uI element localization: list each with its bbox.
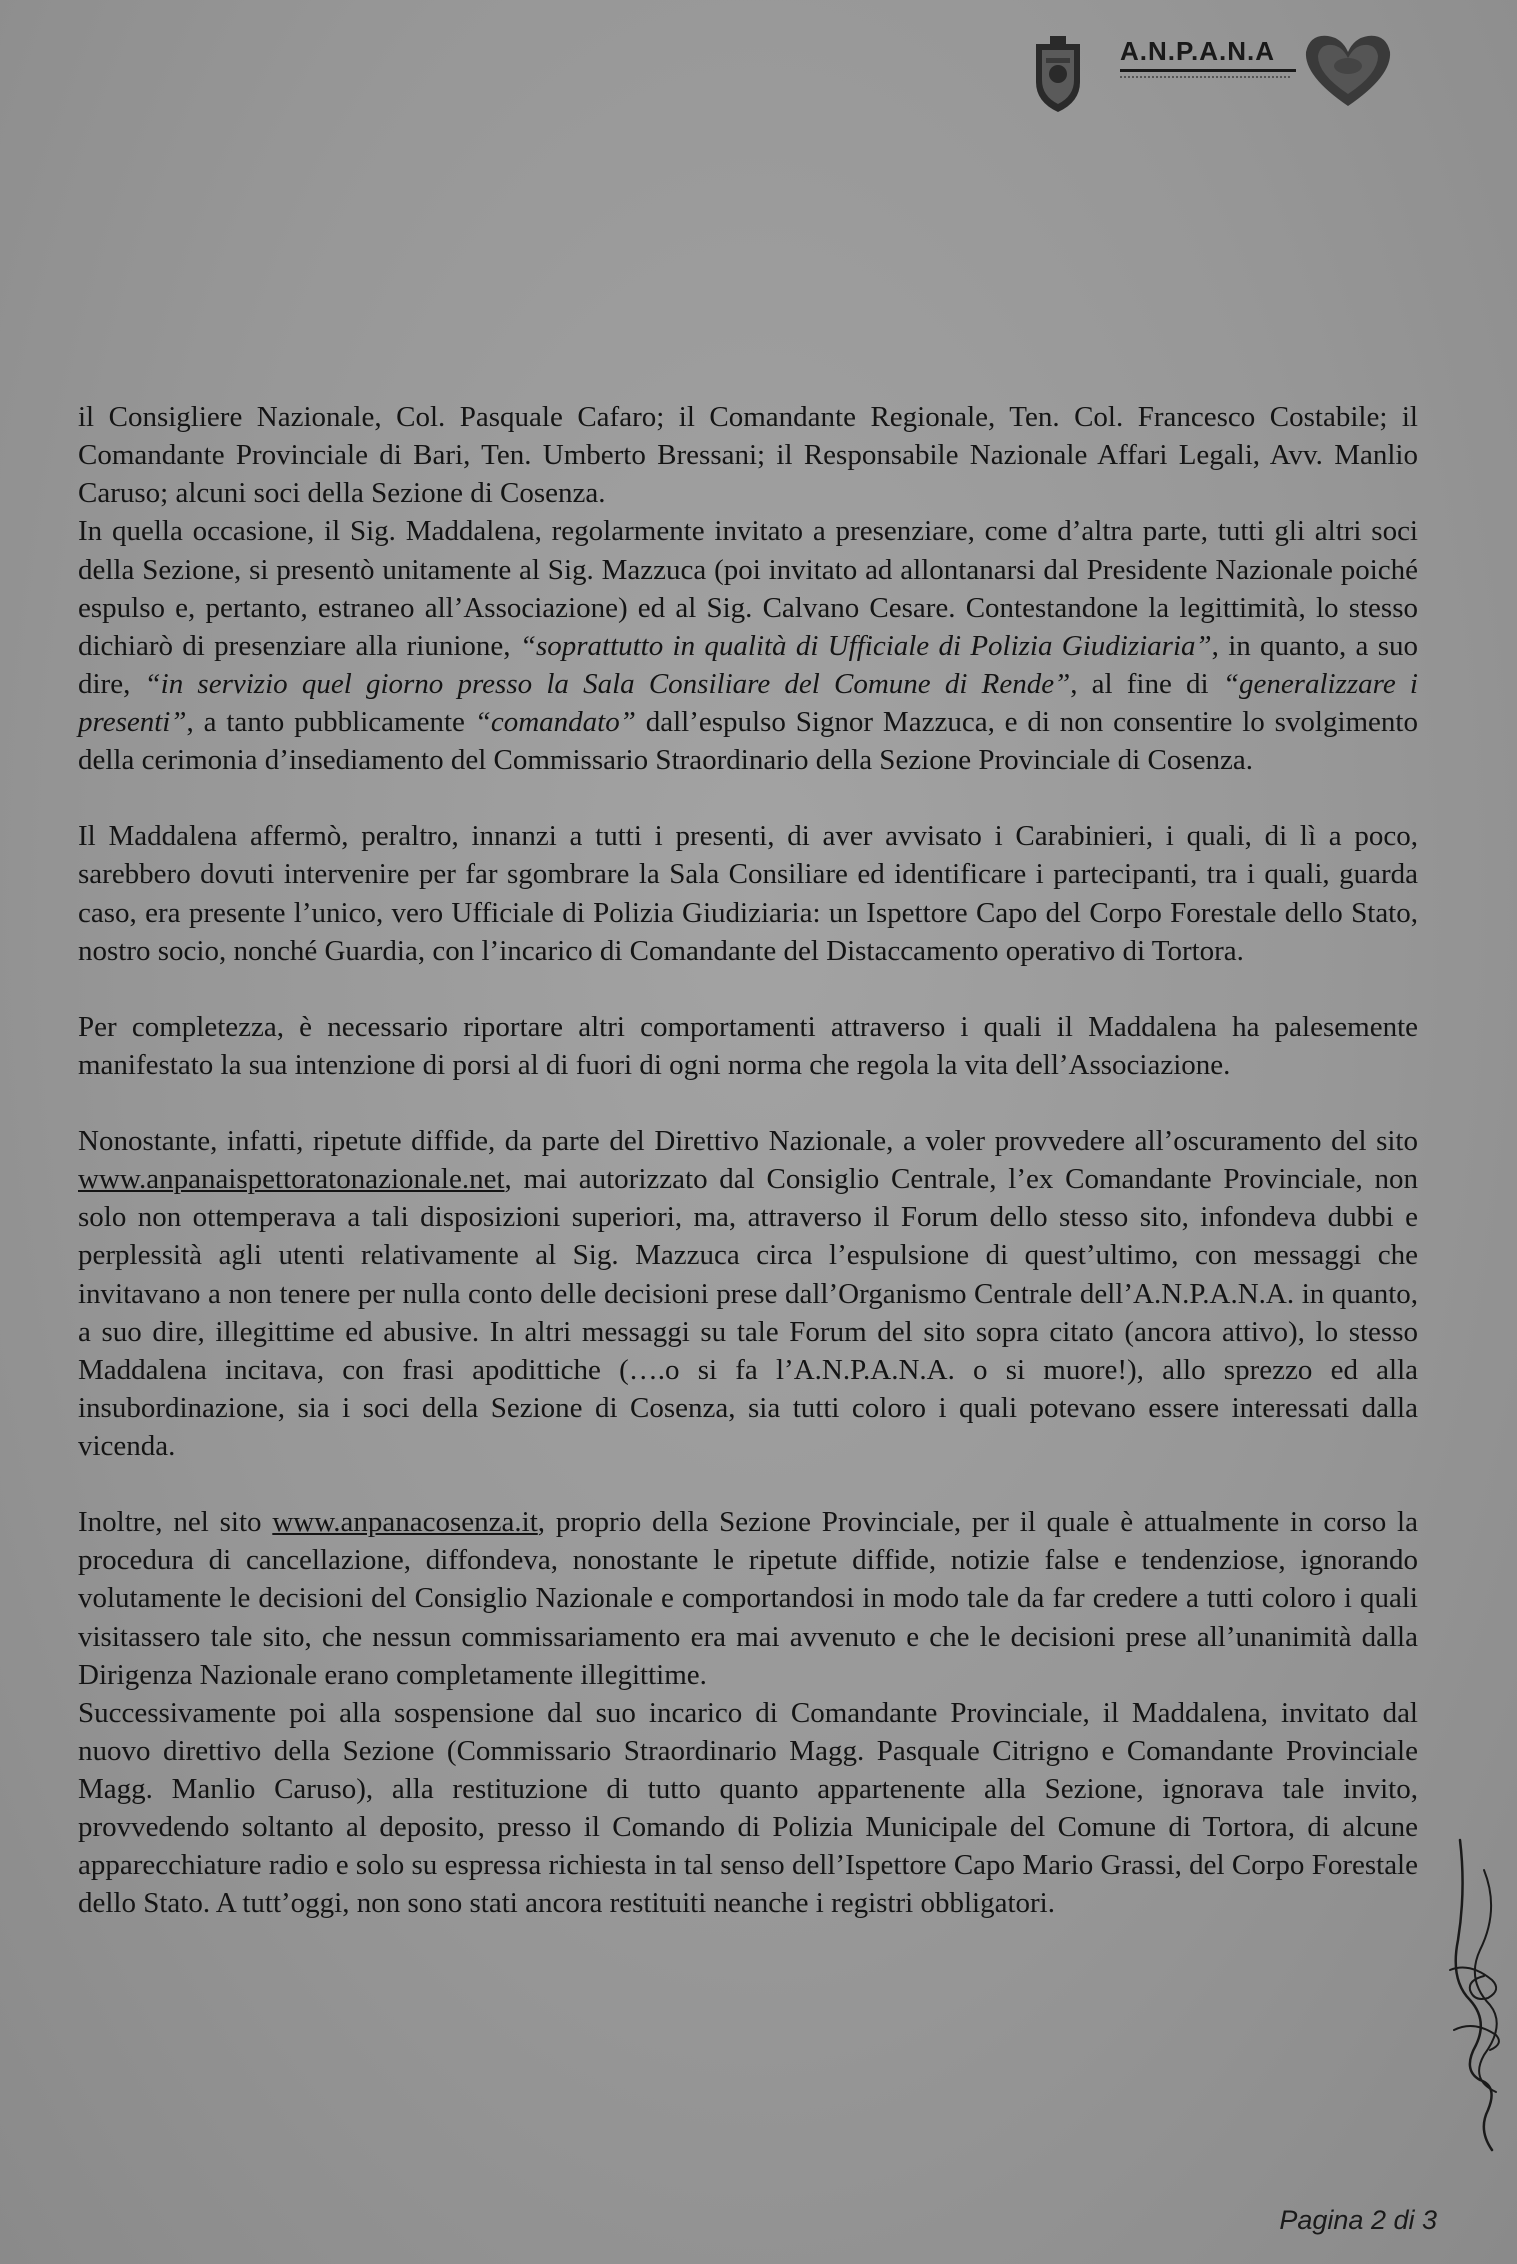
site-link-ispettorato[interactable]: www.anpanaispettoratonazionale.net	[78, 1163, 505, 1196]
paragraph-gap	[78, 1465, 1418, 1503]
header-logos	[1030, 30, 1400, 120]
paragraph-6-text-b: , proprio della Sezione Provinciale, per il quale è attualmente in corso la procedura di cancellazione, diffondeva, nonostante le ripetute diffide, notizie false e tendenziose, ignorando volutamente le decisioni del Consiglio Nazionale e comportandosi in modo tale da far credere a tutti coloro i quali visitassero tale sito, che nessun commissariamento era mai avvenuto e che le decisioni prese all’unanimità dalla Dirigenza Nazionale erano completamente illegittime.	[78, 1506, 1418, 1691]
paragraph-2-text-c: , al fine di	[1070, 667, 1223, 700]
heart-emblem-icon	[1300, 30, 1396, 115]
page-number: Pagina 2 di 3	[1279, 2205, 1437, 2235]
paragraph-6	[78, 1503, 1418, 1694]
paragraph-5-text-b: , mai autorizzato dal Consiglio Centrale, l’ex Comandante Provinciale, non solo non ottemperava a tali disposizioni superiori, ma, attraverso il Forum dello stesso sito, infondeva dubbi e perplessità agli utenti relativamente al Sig. Mazzuca circa l’espulsione di quest’ultimo, con messaggi che invitavano a non tenere per nulla conto delle decisioni prese dall’Organismo Centrale dell’A.N.P.A.N.A. in quanto, a suo dire, illegittime ed abusive. In altri messaggi su tale Forum del sito sopra citato (ancora attivo), lo stesso Maddalena incitava, con frasi apodittiche (….o si fa l’A.N.P.A.N.A. o si muore!), allo sprezzo ed alla insubordinazione, sia i soci della Sezione di Cosenza, sia tutti coloro i quali potevano essere interessati dalla vicenda.	[78, 1163, 1418, 1462]
paragraph-gap	[78, 970, 1418, 1008]
paragraph-2-text-a: In quella occasione, il Sig. Maddalena, regolarmente invitato a presenziare, come d’altra parte, tutti gli altri soci della Sezione, si presentò unitamente al Sig. Mazzuca (poi invitato ad allontanarsi dal Presidente Nazionale poiché espulso e, pertanto, estraneo all’Associazione) ed al Sig. Calvano Cesare. Contestandone la legittimità, lo stesso dichiarò di presenziare alla riunione,	[78, 515, 1418, 662]
shield-emblem-icon	[1030, 34, 1086, 119]
paragraph-7: Successivamente poi alla sospensione dal suo incarico di Comandante Provinciale, il Maddalena, invitato dal nuovo direttivo della Sezione (Commissario Straordinario Magg. Pasquale Citrigno e Comandante Provinciale Magg. Manlio Caruso), alla restituzione di tutto quanto appartenente alla Sezione, ignorava tale invito, provvedendo soltanto al deposito, presso il Comando di Polizia Municipale del Comune di Tortora, di alcune apparecchiature radio e solo su espressa richiesta in tal senso dell’Ispettore Capo Mario Grassi, del Corpo Forestale dello Stato. A tutt’oggi, non sono stati ancora restituiti neanche i registri obbligatori.	[78, 1696, 1418, 1920]
paragraph-gap	[78, 779, 1418, 817]
paragraph-1: il Consigliere Nazionale, Col. Pasquale Cafaro; il Comandante Regionale, Ten. Col. Francesco Costabile; il Comandante Provinciale di Bari, Ten. Umberto Bressani; il Responsabile Nazionale Affari Legali, Avv. Manlio Caruso; alcuni soci della Sezione di Cosenza.	[78, 401, 1418, 510]
paragraph-6-text-a: Inoltre, nel sito	[78, 1506, 273, 1539]
org-name: A.N.P.A.N.A	[1120, 36, 1275, 66]
paragraph-3: Il Maddalena affermò, peraltro, innanzi a tutti i presenti, di aver avvisato i Carabinieri, i quali, di lì a poco, sarebbero dovuti intervenire per far sgombrare la Sala Consiliare ed identificare i partecipanti, tra i quali, guarda caso, era presente l’unico, vero Ufficiale di Polizia Giudiziaria: un Ispettore Capo del Corpo Forestale dello Stato, nostro socio, nonché Guardia, con l’incarico di Comandante del Distaccamento operativo di Tortora.	[78, 820, 1418, 967]
quote-3: “generalizzare i presenti”	[78, 667, 1418, 738]
paragraph-2-text-b: , in quanto, a suo dire,	[78, 629, 1418, 700]
handwritten-signature	[1440, 1830, 1510, 2165]
paragraph-2-text-e: dall’espulso Signor Mazzuca, e di non consentire lo svolgimento della cerimonia d’insediamento del Commissario Straordinario della Sezione Provinciale di Cosenza.	[78, 706, 1418, 777]
paragraph-5	[78, 1122, 1418, 1465]
quote-2: “in servizio quel giorno presso la Sala Consiliare del Comune di Rende”	[144, 667, 1071, 700]
quote-1: “soprattutto in qualità di Ufficiale di Polizia Giudiziaria”	[519, 629, 1212, 662]
paragraph-5-text-a: Nonostante, infatti, ripetute diffide, da parte del Direttivo Nazionale, a voler provvedere all’oscuramento del sito	[78, 1125, 1418, 1157]
paragraph-2-text-d: , a tanto pubblicamente	[186, 706, 475, 738]
wordmark-subline	[1120, 76, 1290, 80]
letter-body	[78, 398, 1418, 1923]
paragraph-2	[78, 512, 1418, 779]
site-link-cosenza[interactable]: www.anpanacosenza.it	[272, 1506, 538, 1539]
wordmark-underline	[1120, 69, 1296, 72]
paragraph-gap	[78, 1084, 1418, 1122]
paragraph-4: Per completezza, è necessario riportare altri comportamenti attraverso i quali il Maddalena ha palesemente manifestato la sua intenzione di porsi al di fuori di ogni norma che regola la vita dell’Associazione.	[78, 1010, 1418, 1081]
quote-4: “comandato”	[474, 706, 636, 738]
org-wordmark	[1120, 36, 1320, 80]
